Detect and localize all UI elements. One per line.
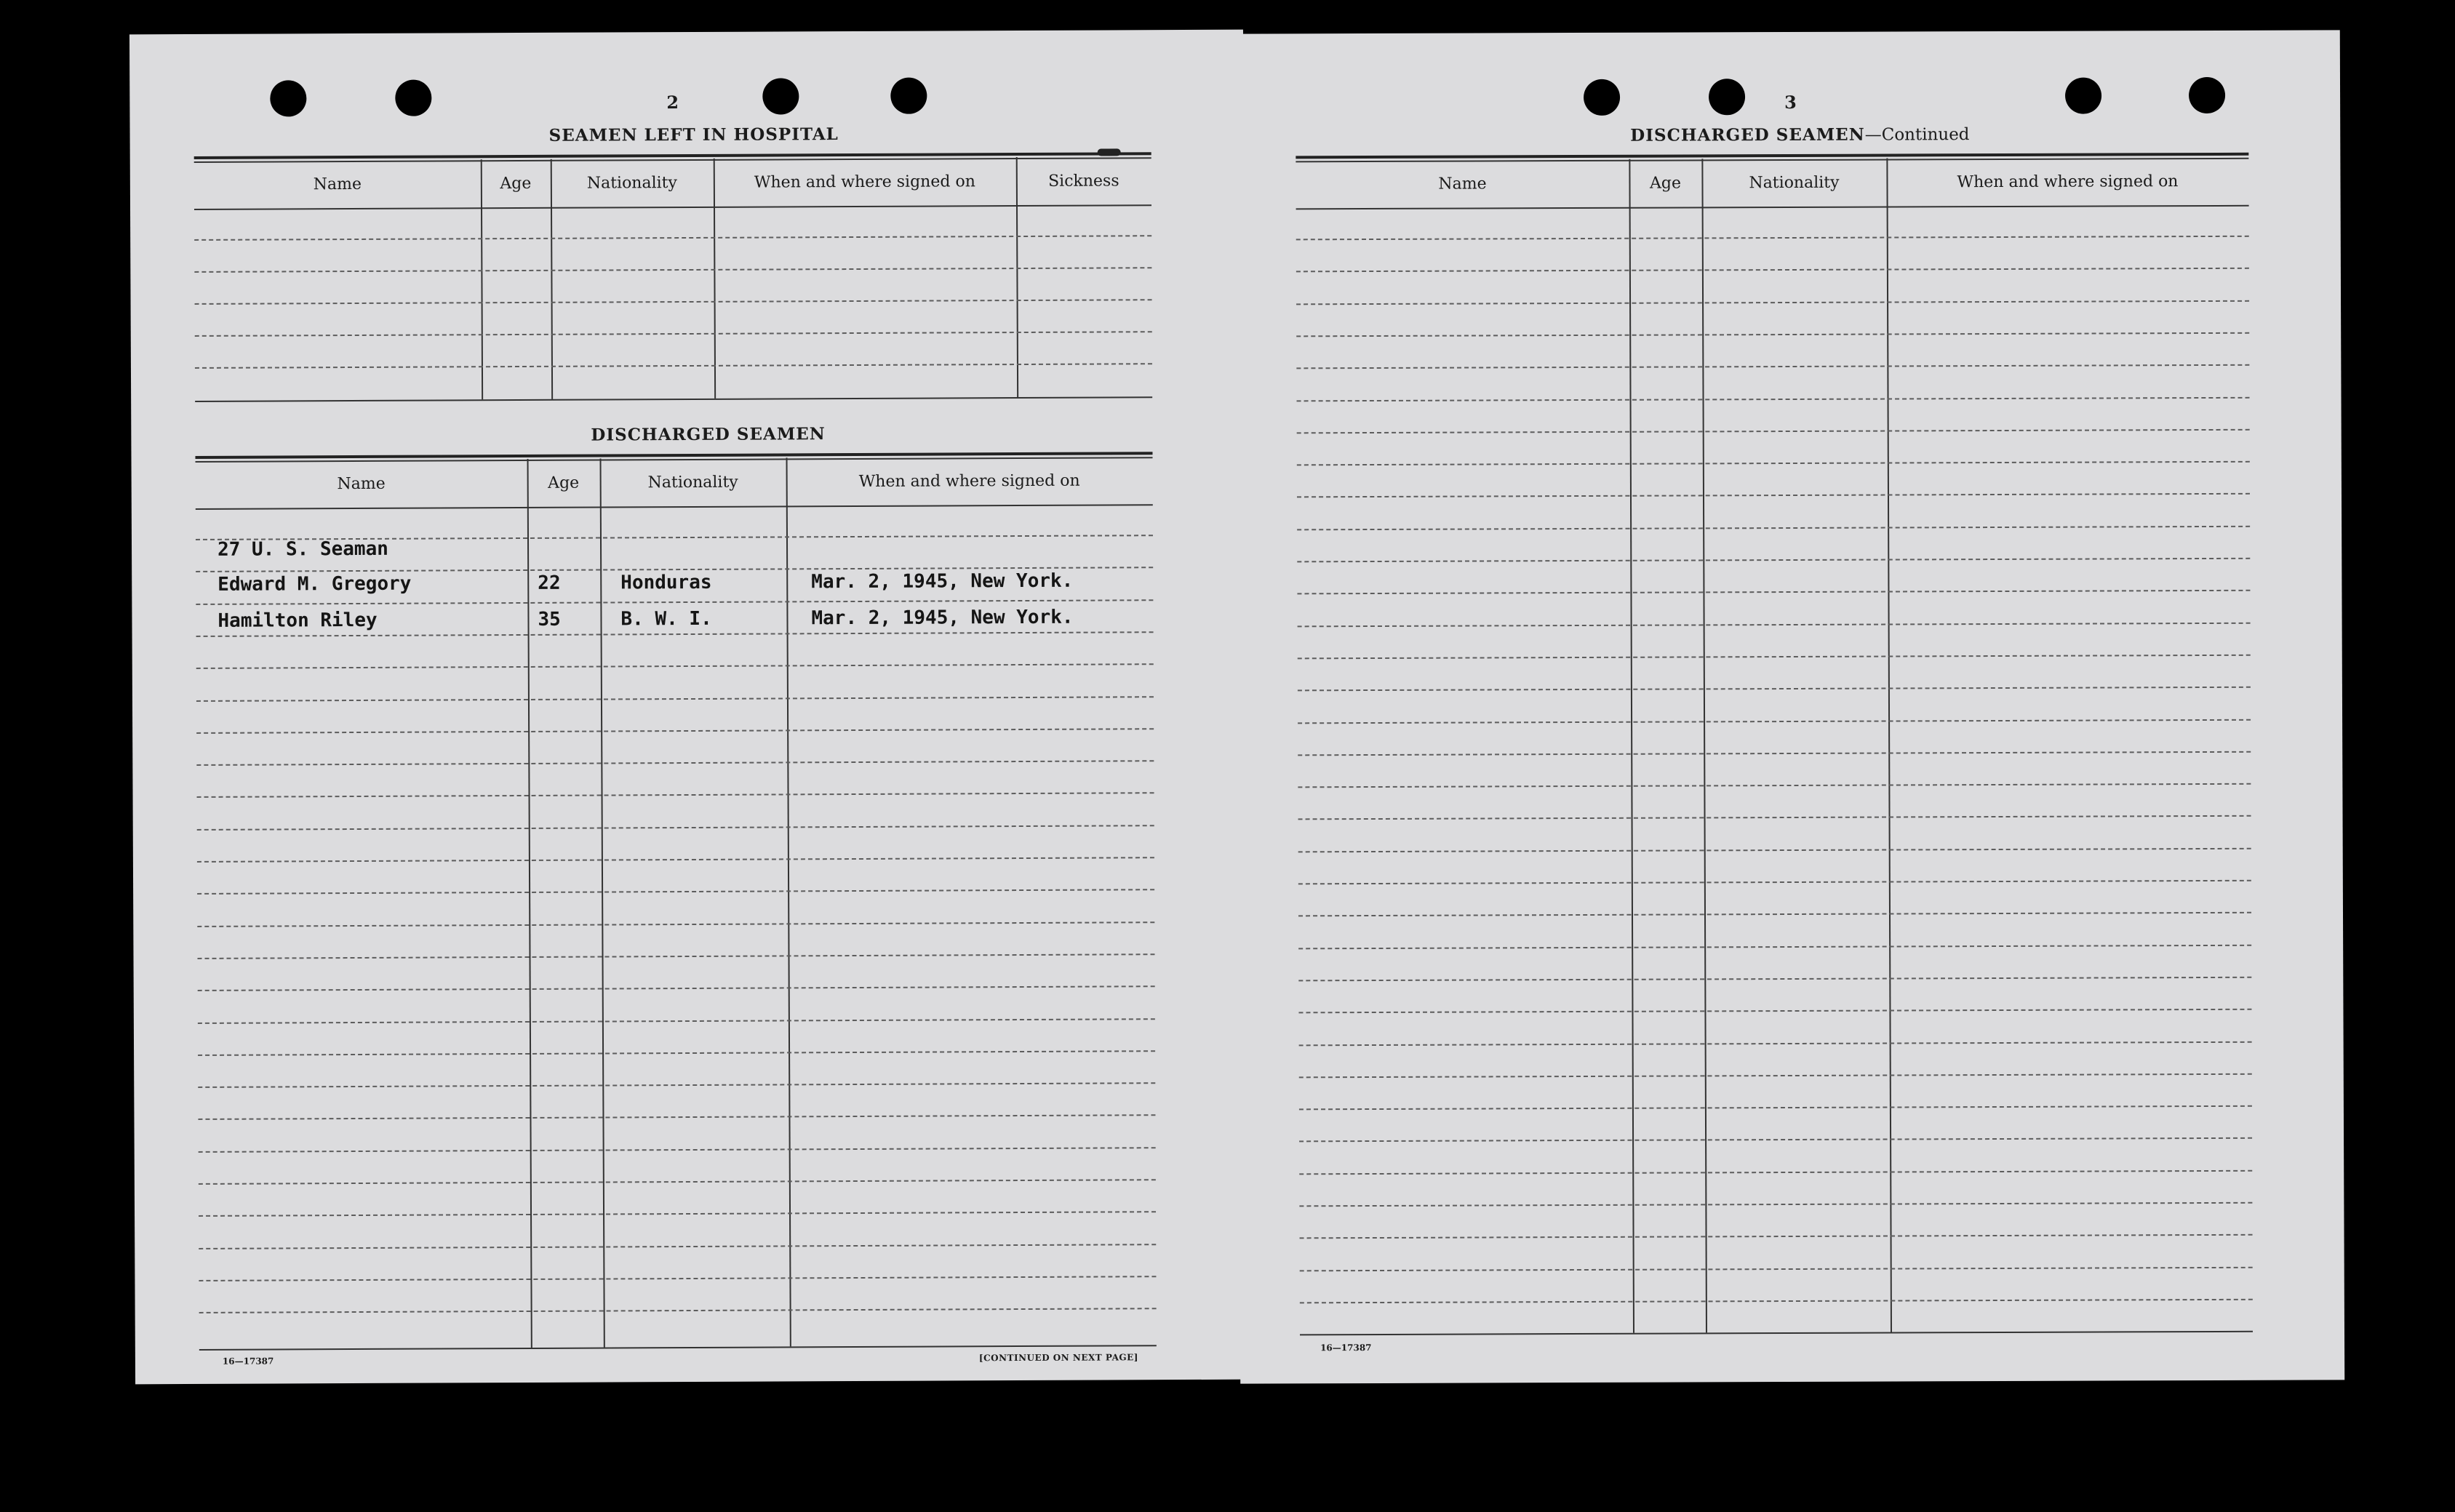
col-header-nationality: Nationality bbox=[586, 173, 677, 193]
row-line bbox=[198, 1115, 1155, 1121]
row-line bbox=[1298, 655, 2251, 660]
row-1-name: 27 U. S. Seaman bbox=[217, 537, 388, 561]
row-line bbox=[198, 985, 1155, 991]
section-title bbox=[1630, 124, 1969, 145]
col-header-nationality: Nationality bbox=[647, 473, 738, 492]
row-line bbox=[1299, 1073, 2252, 1079]
row-line bbox=[1298, 977, 2251, 982]
right-page bbox=[1236, 30, 2344, 1383]
row-line bbox=[196, 599, 1153, 605]
row-line bbox=[1297, 558, 2250, 563]
row-line bbox=[1296, 364, 2249, 369]
col-header-signed-on: When and where signed on bbox=[754, 172, 975, 192]
row-line bbox=[1296, 236, 2249, 241]
col-header-name: Name bbox=[337, 474, 386, 493]
continued-note: [CONTINUED ON NEXT PAGE] bbox=[978, 1352, 1138, 1364]
hospital-section-title: SEAMEN LEFT IN HOSPITAL bbox=[548, 124, 839, 145]
row-3-nationality: B. W. I. bbox=[620, 607, 712, 631]
row-line bbox=[1297, 493, 2250, 498]
row-line bbox=[198, 1050, 1155, 1056]
row-line bbox=[1298, 622, 2251, 627]
row-line bbox=[1297, 461, 2250, 466]
col-header-name: Name bbox=[313, 175, 362, 193]
section-title-main: DISCHARGED SEAMEN bbox=[1630, 124, 1865, 145]
row-3-name: Hamilton Riley bbox=[217, 609, 378, 632]
left-page bbox=[129, 30, 1249, 1385]
row-line bbox=[1298, 944, 2251, 949]
form-number: 16—17387 bbox=[1320, 1343, 1372, 1353]
row-2-nationality: Honduras bbox=[620, 571, 712, 594]
row-line bbox=[198, 1082, 1155, 1088]
form-number: 16—17387 bbox=[222, 1356, 274, 1367]
row-line bbox=[195, 299, 1152, 305]
discharged-section-title: DISCHARGED SEAMEN bbox=[591, 424, 826, 445]
col-header-sickness: Sickness bbox=[1048, 171, 1119, 191]
punch-hole bbox=[395, 80, 431, 116]
row-line bbox=[197, 825, 1154, 831]
row-line bbox=[199, 1276, 1156, 1281]
row-line bbox=[197, 889, 1154, 895]
row-line bbox=[1298, 912, 2251, 917]
row-line bbox=[197, 793, 1154, 799]
punch-hole bbox=[2065, 78, 2101, 114]
row-line bbox=[1299, 1169, 2252, 1175]
row-line bbox=[1296, 268, 2249, 273]
section-title-suffix: —Continued bbox=[1864, 125, 1970, 145]
page-number: 3 bbox=[1784, 91, 1797, 113]
row-line bbox=[196, 728, 1154, 734]
row-line bbox=[194, 267, 1151, 273]
col-header-name: Name bbox=[1438, 174, 1487, 193]
row-line bbox=[195, 331, 1152, 337]
row-line bbox=[1300, 1266, 2253, 1271]
row-line bbox=[1299, 1137, 2252, 1143]
row-line bbox=[1297, 396, 2250, 401]
col-header-age: Age bbox=[500, 174, 532, 193]
row-line bbox=[1298, 751, 2251, 756]
row-line bbox=[199, 1212, 1156, 1217]
row-line bbox=[199, 1179, 1156, 1185]
row-line bbox=[197, 953, 1154, 959]
row-line bbox=[196, 631, 1154, 637]
col-header-age: Age bbox=[548, 473, 580, 492]
page-number: 2 bbox=[666, 92, 679, 113]
row-3-age: 35 bbox=[538, 608, 561, 631]
col-header-age: Age bbox=[1649, 174, 1682, 193]
row-line bbox=[1300, 1299, 2253, 1304]
row-line bbox=[199, 1308, 1157, 1313]
row-2-signed-on: Mar. 2, 1945, New York. bbox=[811, 569, 1074, 593]
row-line bbox=[1297, 590, 2250, 595]
row-line bbox=[1298, 783, 2251, 788]
row-2-name: Edward M. Gregory bbox=[217, 572, 412, 596]
row-line bbox=[199, 1147, 1156, 1153]
row-line bbox=[1298, 880, 2251, 885]
row-line bbox=[1298, 1009, 2251, 1014]
col-header-nationality: Nationality bbox=[1749, 173, 1840, 192]
row-line bbox=[1297, 429, 2250, 434]
row-line bbox=[197, 921, 1154, 927]
table-bottom-rule bbox=[195, 396, 1152, 402]
row-line bbox=[1299, 1105, 2252, 1111]
discharged-continued-table bbox=[1296, 153, 2253, 1337]
punch-hole bbox=[270, 80, 306, 116]
row-line bbox=[1296, 300, 2249, 305]
row-line bbox=[196, 696, 1154, 702]
row-3-signed-on: Mar. 2, 1945, New York. bbox=[811, 606, 1074, 630]
row-line bbox=[1298, 687, 2251, 692]
punch-hole bbox=[1709, 79, 1745, 115]
punch-hole bbox=[2189, 77, 2225, 113]
row-line bbox=[194, 235, 1151, 241]
col-header-signed-on: When and where signed on bbox=[1957, 172, 2179, 191]
row-line bbox=[1300, 1234, 2253, 1239]
row-line bbox=[1297, 525, 2250, 530]
row-line bbox=[1298, 847, 2251, 852]
row-line bbox=[197, 857, 1154, 863]
hospital-table bbox=[194, 152, 1152, 408]
row-line bbox=[1299, 1041, 2252, 1046]
row-line bbox=[1298, 815, 2251, 820]
punch-hole bbox=[1584, 79, 1620, 116]
row-line bbox=[199, 1244, 1156, 1249]
punch-hole bbox=[762, 78, 799, 114]
row-line bbox=[195, 363, 1152, 369]
table-bottom-rule bbox=[199, 1345, 1157, 1351]
row-line bbox=[196, 760, 1154, 766]
row-line bbox=[196, 663, 1154, 669]
row-line bbox=[1298, 719, 2251, 724]
row-2-age: 22 bbox=[538, 572, 561, 594]
punch-hole bbox=[890, 78, 927, 114]
discharged-table bbox=[195, 452, 1156, 1352]
col-header-signed-on: When and where signed on bbox=[858, 471, 1080, 491]
table-bottom-rule bbox=[1300, 1331, 2253, 1336]
row-line bbox=[1299, 1202, 2252, 1207]
row-line bbox=[198, 1018, 1155, 1024]
row-line bbox=[1296, 332, 2249, 337]
